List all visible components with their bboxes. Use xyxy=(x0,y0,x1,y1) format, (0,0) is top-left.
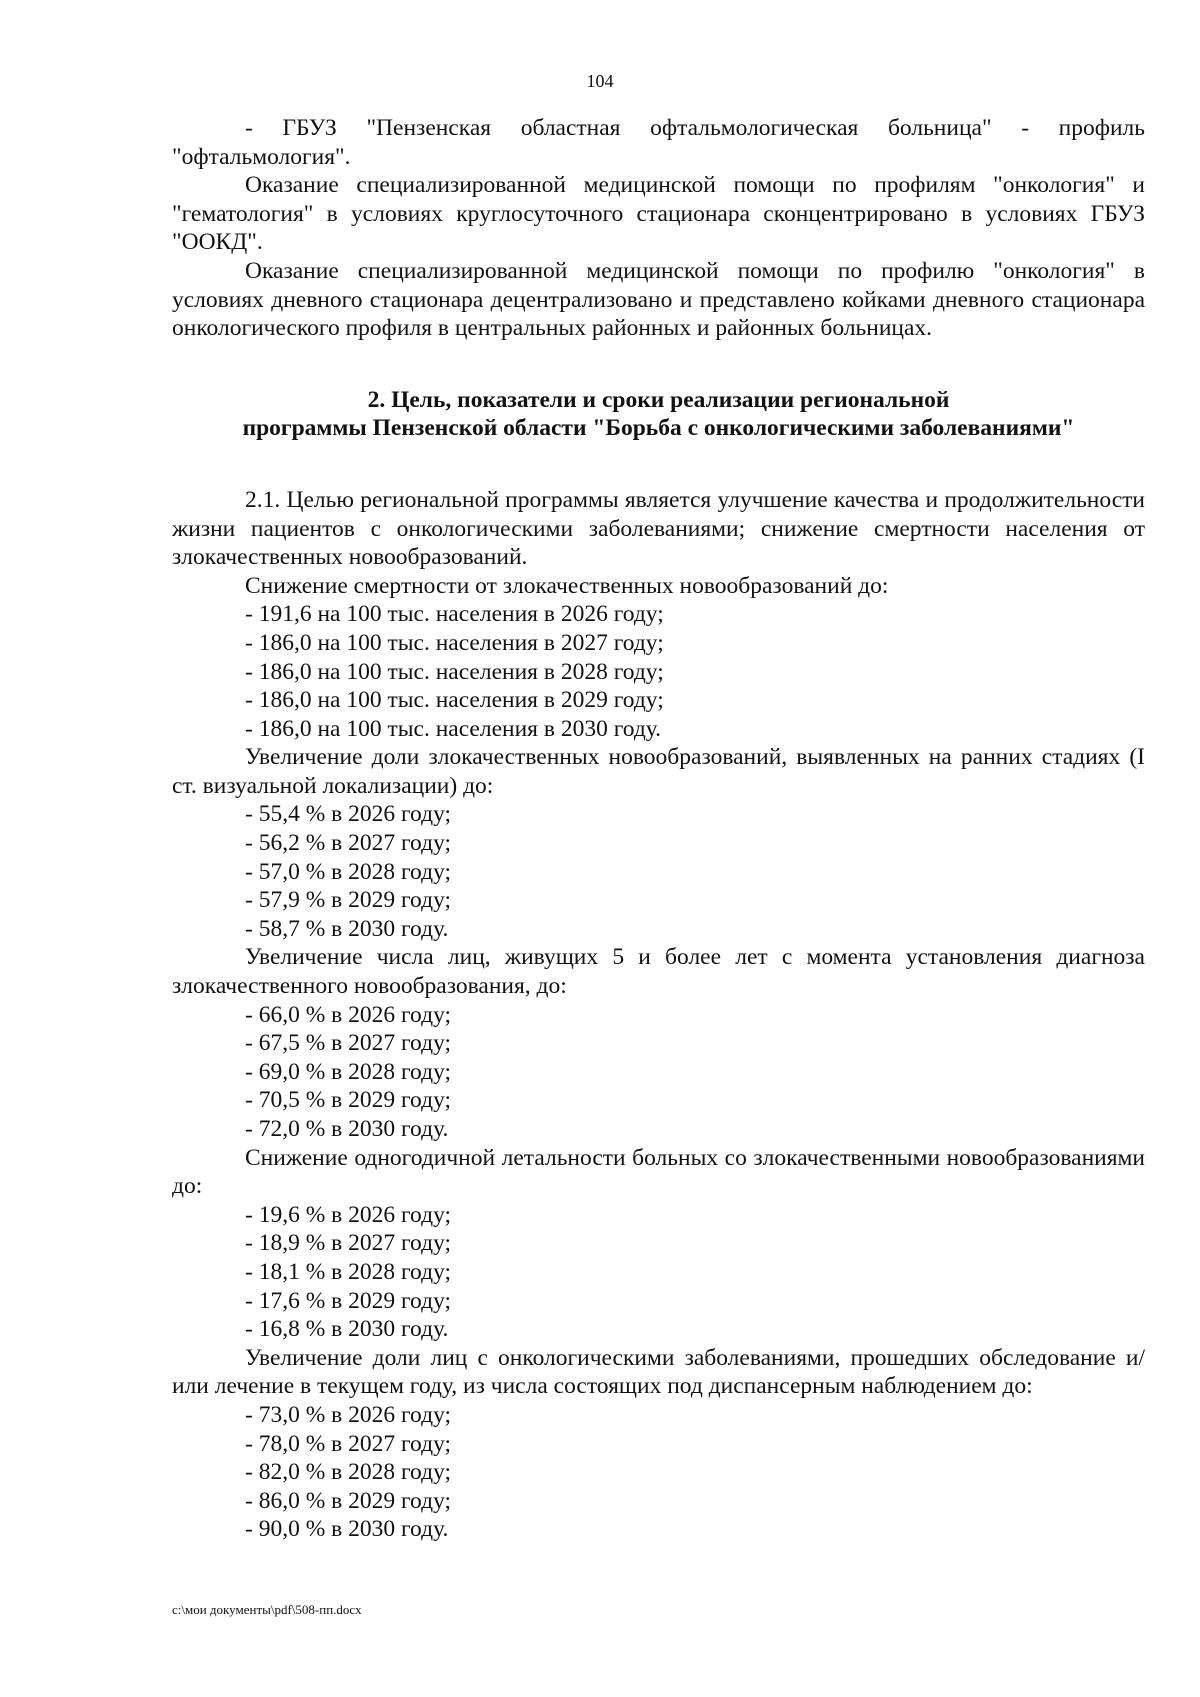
indicator-item: - 72,0 % в 2030 году. xyxy=(245,1116,449,1142)
indicator-item: - 82,0 % в 2028 году; xyxy=(245,1459,452,1486)
indicator-lead: Увеличение числа лиц, живущих 5 и более лет с момента установления диагноза злокачественного новообразования, до: xyxy=(172,944,1145,1000)
indicator-item: - 58,7 % в 2030 году. xyxy=(245,915,449,942)
indicator-item: - 186,0 на 100 тыс. населения в 2030 году. xyxy=(245,715,662,742)
document-body xyxy=(172,114,1145,1544)
indicator-item: - 73,0 % в 2026 году; xyxy=(245,1401,452,1428)
indicator-item: - 69,0 % в 2028 году; xyxy=(245,1058,452,1085)
indicator-item: - 67,5 % в 2027 году; xyxy=(245,1030,452,1057)
intro-paragraph: Оказание специализированной медицинской помощи по профилям "онкология" и "гематология" в условиях круглосуточного стационара сконцентрировано в условиях ГБУЗ "ООКД". xyxy=(172,172,1145,256)
indicator-item: - 78,0 % в 2027 году; xyxy=(245,1430,452,1457)
indicator-group-one-year-lethality xyxy=(172,1144,1145,1344)
intro-paragraph: Оказание специализированной медицинской помощи по профилю "онкология" в условиях дневного стационара децентрализовано и представлено койками дневного стационара онкологического профиля в центральных районных и районных больницах. xyxy=(172,257,1145,342)
indicator-item: - 90,0 % в 2030 году. xyxy=(245,1516,449,1543)
indicator-item: - 18,1 % в 2028 году; xyxy=(245,1258,452,1285)
indicator-lead: Увеличение доли злокачественных новообразований, выявленных на ранних стадиях (I ст. визуальной локализации) до: xyxy=(172,744,1145,799)
indicator-lead: Снижение смертности от злокачественных новообразований до: xyxy=(245,572,889,599)
indicator-item: - 57,9 % в 2029 году; xyxy=(245,887,452,914)
indicator-item: - 70,5 % в 2029 году; xyxy=(245,1087,452,1114)
indicator-item: - 16,8 % в 2030 году. xyxy=(245,1316,449,1343)
indicator-lead: Увеличение доли лиц с онкологическими заболеваниями, прошедших обследование и/или лечение в текущем году, из числа состоящих под диспансерным наблюдением до: xyxy=(172,1344,1145,1400)
indicator-item: - 186,0 на 100 тыс. населения в 2027 году; xyxy=(245,629,664,656)
intro-paragraph: - ГБУЗ "Пензенская областная офтальмологическая больница" - профиль "офтальмология". xyxy=(172,115,1145,170)
section-heading-line: 2. Цель, показатели и сроки реализации региональной xyxy=(367,386,950,413)
indicator-item: - 56,2 % в 2027 году; xyxy=(245,830,452,857)
indicator-lead: Снижение одногодичной летальности больных со злокачественными новообразованиями до: xyxy=(172,1144,1145,1200)
indicator-item: - 57,0 % в 2028 году; xyxy=(245,858,452,885)
indicator-item: - 86,0 % в 2029 году; xyxy=(245,1487,452,1514)
goal-paragraph: 2.1. Целью региональной программы является улучшение качества и продолжительности жизни пациентов с онкологическими заболеваниями; снижение смертности населения от злокачественных новообразований. xyxy=(172,486,1145,571)
footer-file-path: c:\мои документы\pdf\508-пп.docx xyxy=(172,1602,362,1617)
section-heading xyxy=(172,386,1145,443)
indicator-item: - 18,9 % в 2027 году; xyxy=(245,1230,452,1257)
indicator-item: - 66,0 % в 2026 году; xyxy=(245,1001,452,1028)
section-heading-line: программы Пензенской области "Борьба с онкологическими заболеваниями" xyxy=(242,415,1075,442)
indicator-item: - 17,6 % в 2029 году; xyxy=(245,1287,452,1314)
indicator-group-early-detection xyxy=(172,743,1145,943)
indicator-item: - 186,0 на 100 тыс. населения в 2029 году; xyxy=(245,687,664,714)
page-number: 104 xyxy=(586,71,614,91)
indicator-item: - 19,6 % в 2026 году; xyxy=(245,1201,452,1228)
indicator-item: - 186,0 на 100 тыс. населения в 2028 году; xyxy=(245,658,664,685)
indicator-item: - 55,4 % в 2026 году; xyxy=(245,801,452,828)
indicator-group-dispensary xyxy=(172,1344,1145,1544)
indicator-group-five-year-survival xyxy=(172,943,1145,1143)
indicator-item: - 191,6 на 100 тыс. населения в 2026 году; xyxy=(245,601,664,628)
indicator-group-mortality xyxy=(172,572,1145,744)
